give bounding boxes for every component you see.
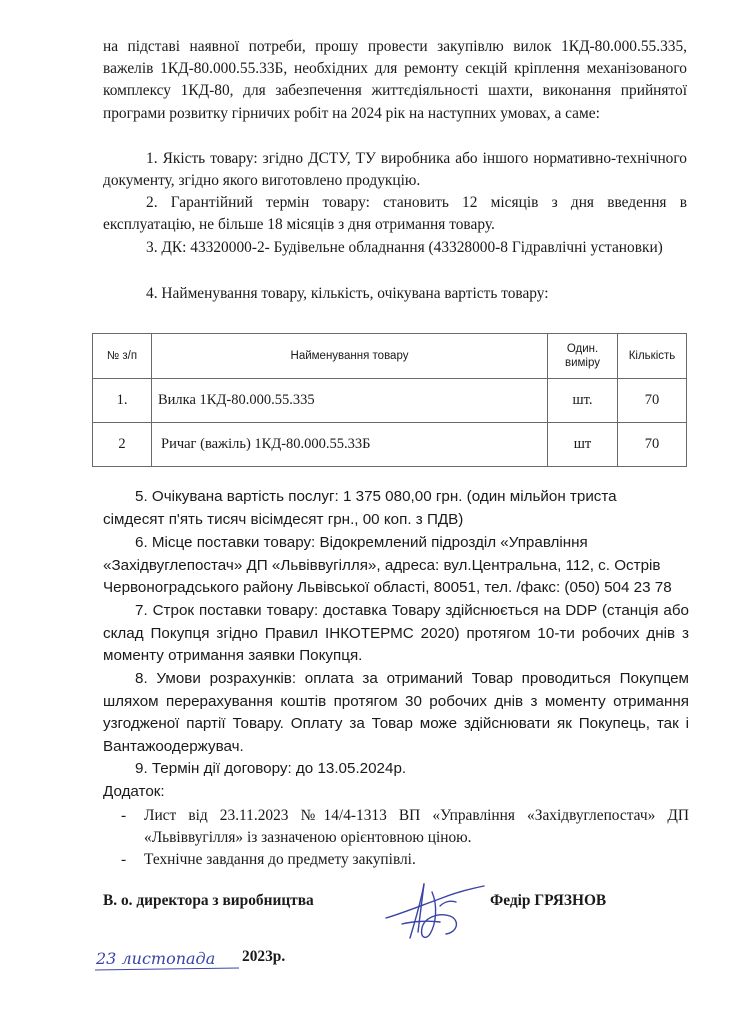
header-unit: Один. виміру xyxy=(548,334,618,379)
signature-date xyxy=(93,944,313,976)
row-quantity: 70 xyxy=(618,379,687,423)
table-row xyxy=(93,379,687,423)
attachment-item xyxy=(103,849,689,871)
attachment-tech-spec: Технічне завдання до предмету закупівлі. xyxy=(144,851,416,868)
row-unit: шт. xyxy=(548,379,618,423)
row-unit: шт xyxy=(548,423,618,467)
condition-dk-code: 3. ДК: 43320000-2- Будівельне обладнання (43328000-8 Гідравлічні установки) xyxy=(146,239,663,256)
header-name: Найменування товару xyxy=(152,334,548,379)
attachment-item xyxy=(103,805,689,849)
term-delivery-time: 7. Строк поставки товару: доставка Товару здійснюється на DDP (станція або склад Покупця згідно Правил ІНКОТЕРМС 2020) протягом 10-ти робочих днів з моменту отримання заявки Покупця. xyxy=(103,602,689,665)
goods-table xyxy=(92,333,687,467)
date-year: 2023р. xyxy=(242,948,286,965)
row-name: Ричаг (важіль) 1КД-80.000.55.33Б xyxy=(152,423,548,467)
row-number: 2 xyxy=(93,423,152,467)
attachments-label: Додаток: xyxy=(103,783,165,800)
handwritten-date xyxy=(93,944,243,976)
signer-name: Федір ГРЯЗНОВ xyxy=(490,892,607,909)
header-quantity: Кількість xyxy=(618,334,687,379)
header-number: № з/п xyxy=(93,334,152,379)
bullet-dash: - xyxy=(121,807,127,824)
handwritten-signature xyxy=(380,876,490,946)
signer-position: В. о. директора з виробництва xyxy=(103,892,314,909)
term-expected-cost: 5. Очікувана вартість послуг: 1 375 080,00 грн. (один мільйон триста сімдесят п'ять тисяч вісімдесят грн., 00 коп. з ПДВ) xyxy=(103,488,617,528)
handwritten-day-month: 23 листопада xyxy=(96,949,216,968)
condition-warranty: 2. Гарантійний термін товару: становить 12 місяців з дня введення в експлуатацію, не більше 18 місяців з дня отримання товару. xyxy=(103,194,687,234)
row-name: Вилка 1КД-80.000.55.335 xyxy=(152,379,548,423)
intro-paragraph: на підставі наявної потреби, прошу провести закупівлю вилок 1КД-80.000.55.335, важелів 1КД-80.000.55.33Б, необхідних для ремонту секцій кріплення механізованого комплексу 1КД-80, для забезпечення життєдіяльності шахти, виконання прийнятої програми розвитку гірничих робіт на 2024 рік на наступних умовах, а саме: xyxy=(103,38,687,122)
attachment-letter: Лист від 23.11.2023 №14/4-1313 ВП «Управління «Західвуглепостач» ДП «Львіввугілля» із зазначеною орієнтовною ціною. xyxy=(144,807,689,847)
table-header-row xyxy=(93,334,687,379)
row-number: 1. xyxy=(93,379,152,423)
term-payment: 8. Умови розрахунків: оплата за отриманий Товар проводиться Покупцем шляхом перерахування коштів протягом 30 робочих днів з моменту отримання узгодженої партії Товару. Оплату за Товар може здійснювати як Покупець, так і Вантажоодержувач. xyxy=(103,670,689,755)
bullet-dash: - xyxy=(121,851,127,868)
condition-quality: 1. Якість товару: згідно ДСТУ, ТУ виробника або іншого нормативно-технічного документу, згідно якого виготовлено продукцію. xyxy=(103,150,687,190)
term-delivery-place: 6. Місце поставки товару: Відокремлений підрозділ «Управління «Західвуглепостач» ДП «Львіввугілля», адреса: вул.Центральна, 112, с. Острів Червоноградського району Львівської області, 80051, тел. /факс: (050) 504 23 78 xyxy=(103,534,672,597)
term-contract-validity: 9. Термін дії договору: до 13.05.2024р. xyxy=(135,760,407,777)
table-row xyxy=(93,423,687,467)
row-quantity: 70 xyxy=(618,423,687,467)
condition-goods-list: 4. Найменування товару, кількість, очікувана вартість товару: xyxy=(146,285,549,302)
